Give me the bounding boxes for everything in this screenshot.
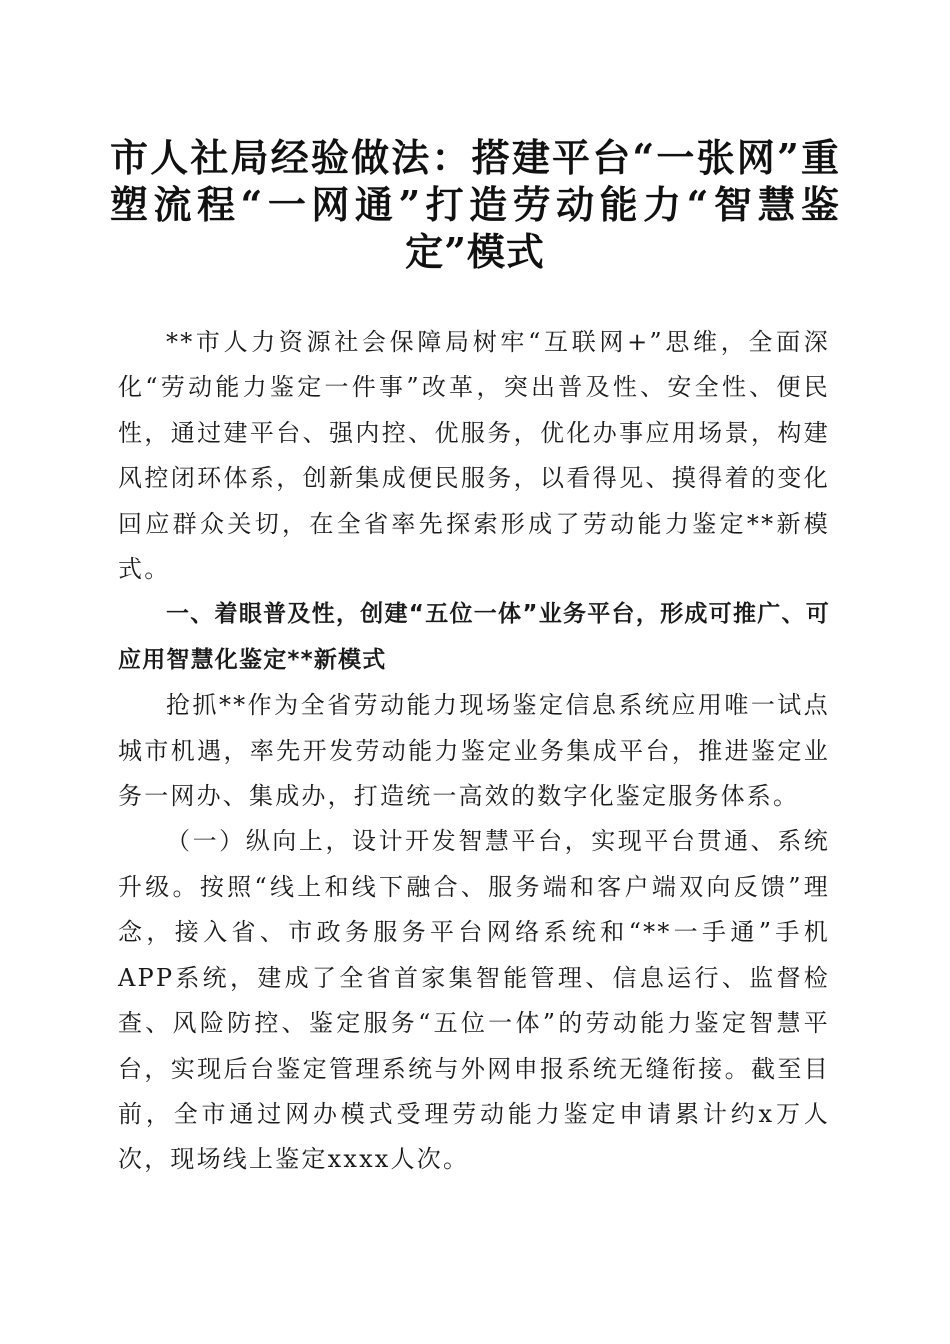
section-1-paragraph: 抢抓**作为全省劳动能力现场鉴定信息系统应用唯一试点城市机遇，率先开发劳动能力鉴定业务集成平台，推进鉴定业务一网办、集成办，打造统一高效的数字化鉴定服务体系。 (118, 691, 830, 811)
subsection-1-paragraph: （一）纵向上，设计开发智慧平台，实现平台贯通、系统升级。按照“线上和线下融合、服务端和客户端双向反馈”理念，接入省、市政务服务平台网络系统和“**一手通”手机APP系统，建成了全省首家集智能管理、信息运行、监督检查、风险防控、鉴定服务“五位一体”的劳动能力鉴定智慧平台，实现后台鉴定管理系统与外网申报系统无缝衔接。截至目前，全市通过网办模式受理劳动能力鉴定申请累计约x万人次，现场线上鉴定xxxx人次。 (118, 827, 830, 1174)
section-heading-1: 一、着眼普及性，创建“五位一体”业务平台，形成可推广、可应用智慧化鉴定**新模式 (118, 601, 830, 673)
document-title: 市人社局经验做法：搭建平台“一张网”重塑流程“一网通”打造劳动能力“智慧鉴定”模式 (110, 135, 840, 274)
document-body (118, 320, 830, 1183)
intro-paragraph: **市人力资源社会保障局树牢“互联网+”思维，全面深化“劳动能力鉴定一件事”改革，突出普及性、安全性、便民性，通过建平台、强内控、优服务，优化办事应用场景，构建风控闭环体系，创新集成便民服务，以看得见、摸得着的变化回应群众关切，在全省率先探索形成了劳动能力鉴定**新模式。 (118, 328, 830, 584)
